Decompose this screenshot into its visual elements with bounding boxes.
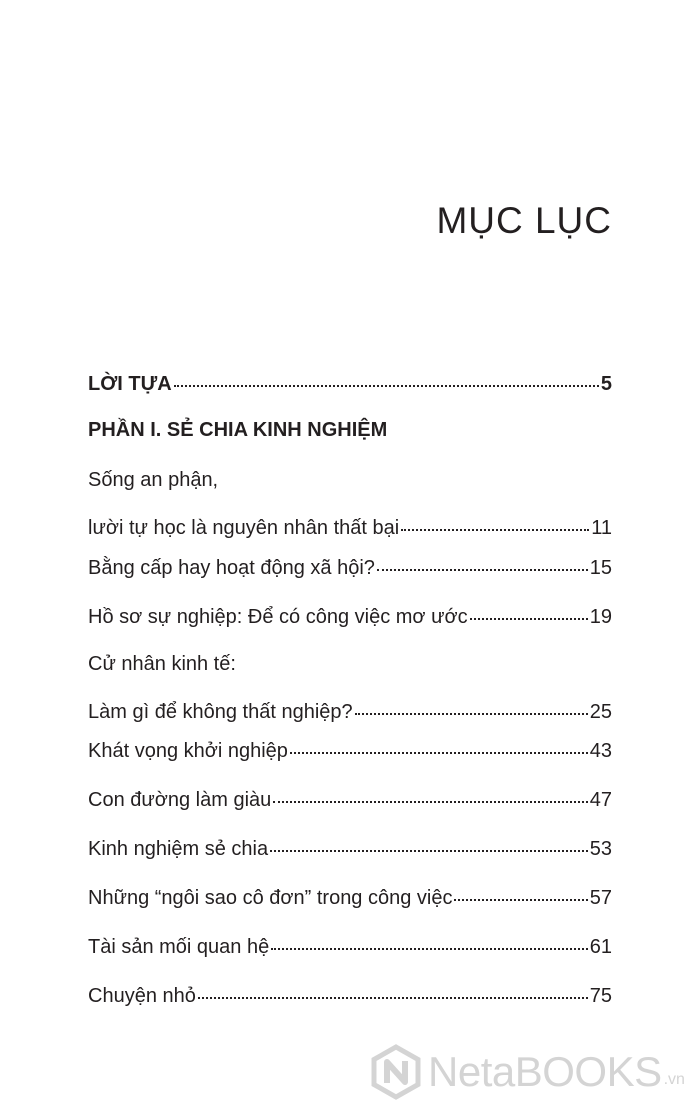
watermark [368, 1044, 685, 1100]
dot-leader [355, 698, 588, 718]
toc-entry-label: Con đường làm giàu [88, 789, 272, 811]
toc-entry-page: 11 [591, 517, 612, 539]
toc-entry-label: lười tự học là nguyên nhân thất bại [88, 517, 400, 539]
toc-entry[interactable] [88, 468, 612, 540]
toc-entry-page: 75 [589, 985, 612, 1007]
toc-entry[interactable] [88, 933, 612, 959]
toc-entry-label: Kinh nghiệm sẻ chia [88, 838, 269, 860]
toc-entry-prefix: Cử nhân kinh tế: [88, 653, 236, 675]
toc-entry-page: 25 [589, 701, 612, 723]
dot-leader [470, 603, 588, 623]
dot-leader [290, 737, 588, 757]
toc-entry[interactable] [88, 652, 612, 724]
toc-entry-label: Chuyện nhỏ [88, 985, 196, 1007]
page-title: MỤC LỤC [436, 200, 612, 241]
toc-entry-label: Những “ngôi sao cô đơn” trong công việc [88, 887, 453, 909]
toc-entry-preface[interactable] [88, 370, 612, 396]
toc-entry-page: 43 [589, 740, 612, 762]
toc-entry-label: Hồ sơ sự nghiệp: Để có công việc mơ ước [88, 606, 468, 628]
toc-entry-label: Khát vọng khởi nghiệp [88, 740, 288, 762]
dot-leader [401, 514, 589, 534]
toc-entry[interactable] [88, 884, 612, 910]
dot-leader [273, 786, 587, 806]
toc-entry[interactable] [88, 554, 612, 580]
watermark-brand: NetaBOOKS [428, 1048, 662, 1095]
toc-entry-page: 61 [589, 936, 612, 958]
toc-entry-label: Làm gì để không thất nghiệp? [88, 701, 353, 723]
toc-entry-label: Tài sản mối quan hệ [88, 936, 270, 958]
toc-entry-page: 15 [589, 557, 612, 579]
dot-leader [454, 884, 587, 904]
toc-entry[interactable] [88, 786, 612, 812]
toc-entry-prefix: Sống an phận, [88, 469, 219, 491]
dot-leader [198, 982, 588, 1002]
netabooks-logo-icon [368, 1044, 424, 1100]
watermark-tld: .vn [663, 1071, 685, 1088]
toc-entry[interactable] [88, 603, 612, 629]
dot-leader [271, 933, 588, 953]
toc-entry-page: 5 [600, 373, 612, 395]
toc-entry-page: 19 [589, 606, 612, 628]
toc-entry[interactable] [88, 982, 612, 1008]
toc-entry-page: 53 [589, 838, 612, 860]
toc-entry-page: 47 [589, 789, 612, 811]
toc-entry[interactable] [88, 737, 612, 763]
dot-leader [174, 370, 599, 390]
dot-leader [377, 554, 588, 574]
part-heading: PHẦN I. SẺ CHIA KINH NGHIỆM [88, 419, 388, 441]
toc-entry-page: 57 [589, 887, 612, 909]
toc-entry-label: Bằng cấp hay hoạt động xã hội? [88, 557, 375, 579]
dot-leader [270, 835, 588, 855]
toc-entry-label: LỜI TỰA [88, 373, 172, 395]
toc-entry[interactable] [88, 835, 612, 861]
